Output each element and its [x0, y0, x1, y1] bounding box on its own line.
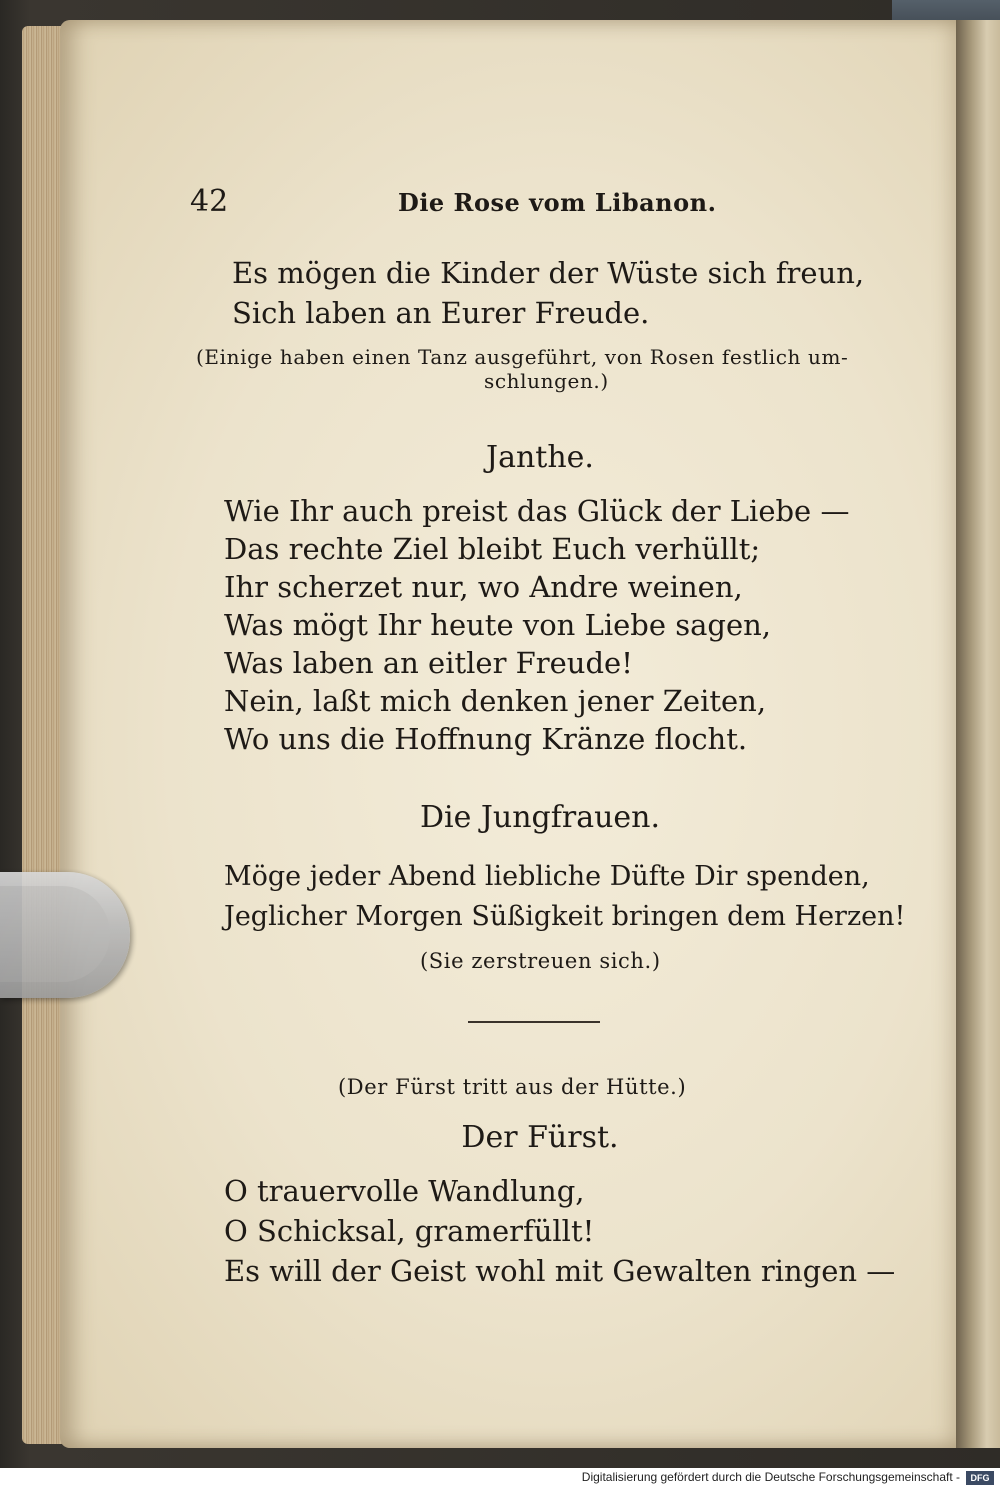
- scene-direction: (Der Fürst tritt aus der Hütte.): [338, 1075, 687, 1099]
- verse-line: Was laben an eitler Freude!: [224, 646, 633, 680]
- page-clip: [0, 872, 130, 998]
- stage-direction: (Sie zerstreuen sich.): [420, 949, 661, 973]
- credit-bar: [0, 1468, 1000, 1490]
- stage-direction: schlungen.): [484, 369, 609, 393]
- verse-line: O Schicksal, gramerfüllt!: [224, 1214, 595, 1248]
- verse-line: Es mögen die Kinder der Wüste sich freun,: [232, 256, 865, 290]
- verse-line: Ihr scherzet nur, wo Andre weinen,: [224, 570, 743, 604]
- speaker-name: Die Jungfrauen.: [419, 800, 661, 835]
- book-gutter: [956, 20, 1000, 1448]
- stage-direction: (Einige haben einen Tanz ausgeführt, von Rosen festlich um-: [196, 345, 849, 369]
- speaker-name: Der Fürst.: [461, 1120, 619, 1155]
- verse-line: Wie Ihr auch preist das Glück der Liebe —: [224, 494, 850, 528]
- speaker-name: Janthe.: [486, 440, 594, 475]
- dfg-logo: DFG: [966, 1471, 994, 1485]
- verse-line: Nein, laßt mich denken jener Zeiten,: [224, 684, 767, 718]
- verse-line: Was mögt Ihr heute von Liebe sagen,: [224, 608, 772, 642]
- section-rule: [468, 1021, 600, 1023]
- verse-line: Möge jeder Abend liebliche Düfte Dir spenden,: [224, 861, 870, 892]
- verse-line: Das rechte Ziel bleibt Euch verhüllt;: [224, 532, 761, 566]
- verse-line: Jeglicher Morgen Süßigkeit bringen dem Herzen!: [224, 901, 906, 932]
- page-number: 42: [190, 184, 229, 219]
- verse-line: Wo uns die Hoffnung Kränze flocht.: [224, 722, 748, 756]
- page-clip-highlight: [0, 886, 110, 982]
- verse-line: Es will der Geist wohl mit Gewalten ringen —: [224, 1254, 896, 1288]
- credit-text: Digitalisierung gefördert durch die Deutsche Forschungsgemeinschaft -: [581, 1470, 960, 1484]
- running-title: Die Rose vom Libanon.: [398, 188, 717, 217]
- verse-line: Sich laben an Eurer Freude.: [232, 296, 650, 330]
- verse-line: O trauervolle Wandlung,: [224, 1174, 585, 1208]
